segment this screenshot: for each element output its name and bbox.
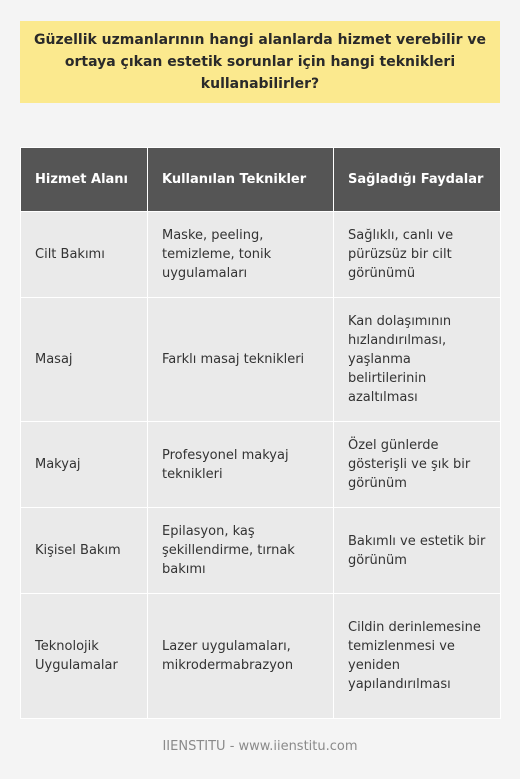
table-row (21, 508, 501, 594)
cell-benefits: Sağlıklı, canlı ve pürüzsüz bir cilt görünümü (334, 212, 501, 298)
cell-techniques: Maske, peeling, temizleme, tonik uygulamaları (148, 212, 334, 298)
cell-service-area: Cilt Bakımı (21, 212, 148, 298)
title-banner (20, 21, 500, 103)
cell-benefits: Bakımlı ve estetik bir görünüm (334, 508, 501, 594)
table-row (21, 594, 501, 719)
cell-service-area: Masaj (21, 298, 148, 422)
cell-techniques: Epilasyon, kaş şekillendirme, tırnak bakımı (148, 508, 334, 594)
cell-techniques: Lazer uygulamaları, mikrodermabrazyon (148, 594, 334, 719)
table-row (21, 212, 501, 298)
cell-service-area: Teknolojik Uygulamalar (21, 594, 148, 719)
cell-service-area: Kişisel Bakım (21, 508, 148, 594)
cell-service-area: Makyaj (21, 422, 148, 508)
table-row (21, 422, 501, 508)
cell-techniques: Farklı masaj teknikleri (148, 298, 334, 422)
page-title: Güzellik uzmanlarının hangi alanlarda hizmet verebilir ve ortaya çıkan estetik sorunlar için hangi teknikleri kullanabilirler? (34, 32, 486, 92)
header-techniques: Kullanılan Teknikler (148, 148, 334, 212)
services-table (20, 147, 501, 719)
table-header-row (21, 148, 501, 212)
cell-benefits: Özel günlerde gösterişli ve şık bir görünüm (334, 422, 501, 508)
table-row (21, 298, 501, 422)
header-service-area: Hizmet Alanı (21, 148, 148, 212)
header-benefits: Sağladığı Faydalar (334, 148, 501, 212)
cell-benefits: Kan dolaşımının hızlandırılması, yaşlanma belirtilerinin azaltılması (334, 298, 501, 422)
cell-benefits: Cildin derinlemesine temizlenmesi ve yeniden yapılandırılması (334, 594, 501, 719)
footer-credit: IIENSTITU - www.iienstitu.com (162, 739, 358, 754)
cell-techniques: Profesyonel makyaj teknikleri (148, 422, 334, 508)
